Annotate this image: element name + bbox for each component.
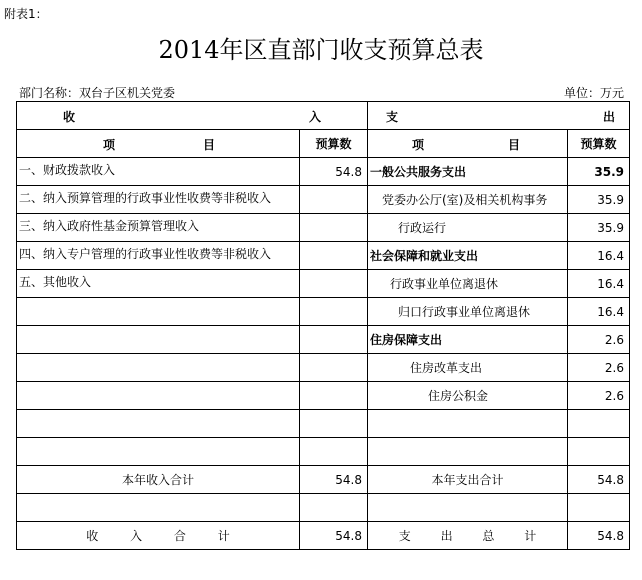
empty-cell: [17, 438, 300, 466]
total-row: [17, 522, 630, 550]
expense-label: 归口行政事业单位离退休: [368, 298, 568, 326]
expense-header-left: 支: [386, 110, 399, 124]
income-label: [17, 298, 300, 326]
expense-label: 住房改革支出: [368, 354, 568, 382]
income-item-header-b: 目: [203, 138, 216, 152]
income-item-header-a: 项: [103, 138, 116, 152]
income-section-header: [17, 102, 368, 130]
empty-cell: [17, 410, 300, 438]
income-budget-header: 预算数: [300, 130, 368, 158]
table-row: [17, 242, 630, 270]
table-row: [17, 326, 630, 354]
empty-cell: [568, 494, 630, 522]
table-row: [17, 494, 630, 522]
income-subtotal-label: 本年收入合计: [17, 466, 300, 494]
income-value: [300, 214, 368, 242]
table-row: [17, 214, 630, 242]
income-value: [300, 326, 368, 354]
income-label: [17, 354, 300, 382]
income-subtotal-value: 54.8: [300, 466, 368, 494]
income-value: [300, 354, 368, 382]
empty-cell: [300, 410, 368, 438]
empty-cell: [368, 438, 568, 466]
subtotal-row: [17, 466, 630, 494]
income-value: [300, 382, 368, 410]
income-value: [300, 186, 368, 214]
expense-value: 16.4: [568, 298, 630, 326]
section-header-row: [17, 102, 630, 130]
expense-total-value: 54.8: [568, 522, 630, 550]
expense-value: 2.6: [568, 354, 630, 382]
empty-cell: [300, 494, 368, 522]
income-value: [300, 298, 368, 326]
table-row: [17, 158, 630, 186]
income-value: [300, 270, 368, 298]
income-label: 二、纳入预算管理的行政事业性收费等非税收入: [17, 186, 300, 214]
expense-label: 行政运行: [368, 214, 568, 242]
expense-label: 社会保障和就业支出: [368, 242, 568, 270]
expense-label: 住房公积金: [368, 382, 568, 410]
income-total-label: 收 入 合 计: [17, 522, 300, 550]
income-header-right: 入: [309, 110, 322, 124]
department-name: 部门名称：双台子区机关党委: [19, 86, 176, 100]
expense-item-header-b: 目: [508, 138, 521, 152]
table-row: [17, 270, 630, 298]
income-label: [17, 382, 300, 410]
income-label: 五、其他收入: [17, 270, 300, 298]
expense-subtotal-value: 54.8: [568, 466, 630, 494]
expense-value: 35.9: [568, 186, 630, 214]
expense-label: 住房保障支出: [368, 326, 568, 354]
expense-value: 35.9: [568, 214, 630, 242]
income-value: [300, 242, 368, 270]
expense-value: 35.9: [568, 158, 630, 186]
expense-label: 一般公共服务支出: [368, 158, 568, 186]
income-label: 四、纳入专户管理的行政事业性收费等非税收入: [17, 242, 300, 270]
income-label: 三、纳入政府性基金预算管理收入: [17, 214, 300, 242]
expense-value: 2.6: [568, 382, 630, 410]
expense-value: 16.4: [568, 270, 630, 298]
expense-section-header: [368, 102, 630, 130]
empty-cell: [300, 438, 368, 466]
empty-cell: [368, 494, 568, 522]
table-row: [17, 410, 630, 438]
income-header-left: 收: [63, 110, 76, 124]
expense-total-label: 支 出 总 计: [368, 522, 568, 550]
income-value: 54.8: [300, 158, 368, 186]
expense-header-right: 出: [603, 110, 616, 124]
income-item-header: [17, 130, 300, 158]
empty-cell: [368, 410, 568, 438]
empty-cell: [568, 438, 630, 466]
unit-label: 单位：万元: [563, 86, 624, 100]
expense-item-header-a: 项: [412, 138, 425, 152]
table-row: [17, 382, 630, 410]
expense-value: 16.4: [568, 242, 630, 270]
income-total-value: 54.8: [300, 522, 368, 550]
empty-cell: [17, 494, 300, 522]
table-row: [17, 438, 630, 466]
table-row: [17, 354, 630, 382]
expense-subtotal-label: 本年支出合计: [368, 466, 568, 494]
expense-item-header: [368, 130, 568, 158]
expense-label: 行政事业单位离退休: [368, 270, 568, 298]
table-row: [17, 298, 630, 326]
column-header-row: [17, 130, 630, 158]
expense-value: 2.6: [568, 326, 630, 354]
income-label: 一、财政拨款收入: [17, 158, 300, 186]
budget-table: [16, 101, 630, 550]
attachment-label: 附表1：: [4, 7, 48, 21]
expense-label: 党委办公厅(室)及相关机构事务: [368, 186, 568, 214]
table-row: [17, 186, 630, 214]
expense-budget-header: 预算数: [568, 130, 630, 158]
empty-cell: [568, 410, 630, 438]
page-title: 2014年区直部门收支预算总表: [158, 36, 484, 64]
income-label: [17, 326, 300, 354]
